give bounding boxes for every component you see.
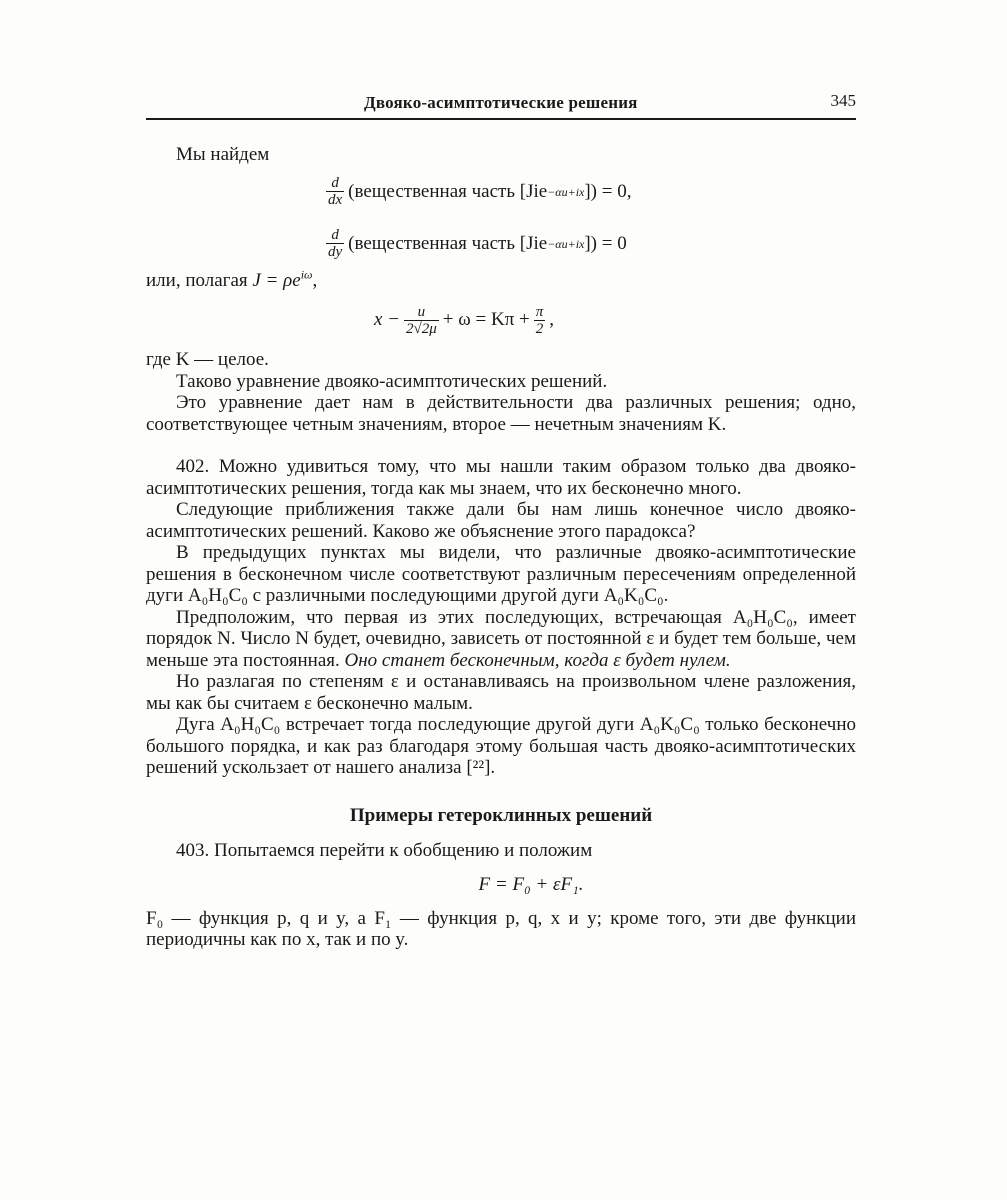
running-head-title: Двояко-асимптотические решения — [364, 93, 638, 112]
paragraph: Это уравнение дает нам в действительности два различных решения; одно, соответствующее четным значениям, второе — нечетным значениям K. — [146, 392, 856, 435]
paragraph: или, полагая $J = \rho e^{i\omega}$, — [146, 267, 318, 291]
equation-4: F = F₀ + εF₁. — [478, 873, 584, 895]
paragraph: где K — целое. — [146, 349, 269, 370]
paragraph: Мы найдем — [176, 144, 270, 165]
equation-2: $\frac{d}{dy}$ (вещественная часть [Jie −αu+ix ]) = 0 — [328, 227, 627, 260]
page-number: 345 — [830, 91, 856, 110]
paragraph: Дуга A₀H₀C₀ встречает тогда последующие другой дуги A₀K₀C₀ только бесконечно большого порядка, и как раз благодаря этому большая часть двояко-асимптотических решений ускользает от нашего анализа [²²]. — [146, 714, 856, 778]
page-body — [146, 144, 856, 951]
equation-3: x − $\frac{u}{2√2\mu}$ + ω = Kπ + $\frac{\pi}{2}$ , — [374, 303, 555, 337]
paragraph: Предположим, что первая из этих последующих, встречающая A₀H₀C₀, имеет порядок N. Число N будет, очевидно, зависеть от постоянной ε и будет тем больше, чем меньше эта постоянная. Оно станет бесконечным, когда ε будет нулем. — [146, 606, 856, 671]
paragraph-403: 403. Попытаемся перейти к обобщению и положим — [176, 840, 593, 861]
paragraph: F₀ — функция p, q и y, а F₁ — функция p, q, x и y; кроме того, эти две функции периодичны как по x, так и по y. — [146, 907, 856, 950]
paragraph-402: 402. Можно удивиться тому, что мы нашли таким образом только два двояко-асимптотических решения, тогда как мы знаем, что их бесконечно много. — [146, 456, 856, 499]
equation-1: $\frac{d}{dx}$ (вещественная часть [Jie −αu+ix ]) = 0, — [328, 175, 632, 208]
fraction: $\frac{u}{2√2\mu}$ — [406, 303, 437, 337]
paragraph: Но разлагая по степеням ε и останавливаясь на произвольном члене разложения, мы как бы считаем ε бесконечно малым. — [146, 671, 856, 714]
running-head — [146, 92, 856, 120]
paragraph: Следующие приближения также дали бы нам лишь конечное число двояко-асимптотических решений. Каково же объяснение этого парадокса? — [146, 499, 856, 542]
section-title: Примеры гетероклинных решений — [349, 804, 653, 826]
paragraph: В предыдущих пунктах мы видели, что различные двояко-асимптотические решения в бесконечном числе соответствуют различным пересечениям определенной дуги A₀H₀C₀ с различными последующими другой дуги A₀K₀C₀. — [146, 542, 856, 606]
fraction: $\frac{d}{dx}$ — [328, 175, 343, 208]
italic-emphasis: Оно станет бесконечным, когда ε будет нулем. — [344, 649, 731, 671]
paragraph: Таково уравнение двояко-асимптотических решений. — [176, 370, 608, 392]
fraction: $\frac{d}{dy}$ — [328, 227, 343, 260]
fraction: $\frac{\pi}{2}$ — [535, 303, 544, 337]
